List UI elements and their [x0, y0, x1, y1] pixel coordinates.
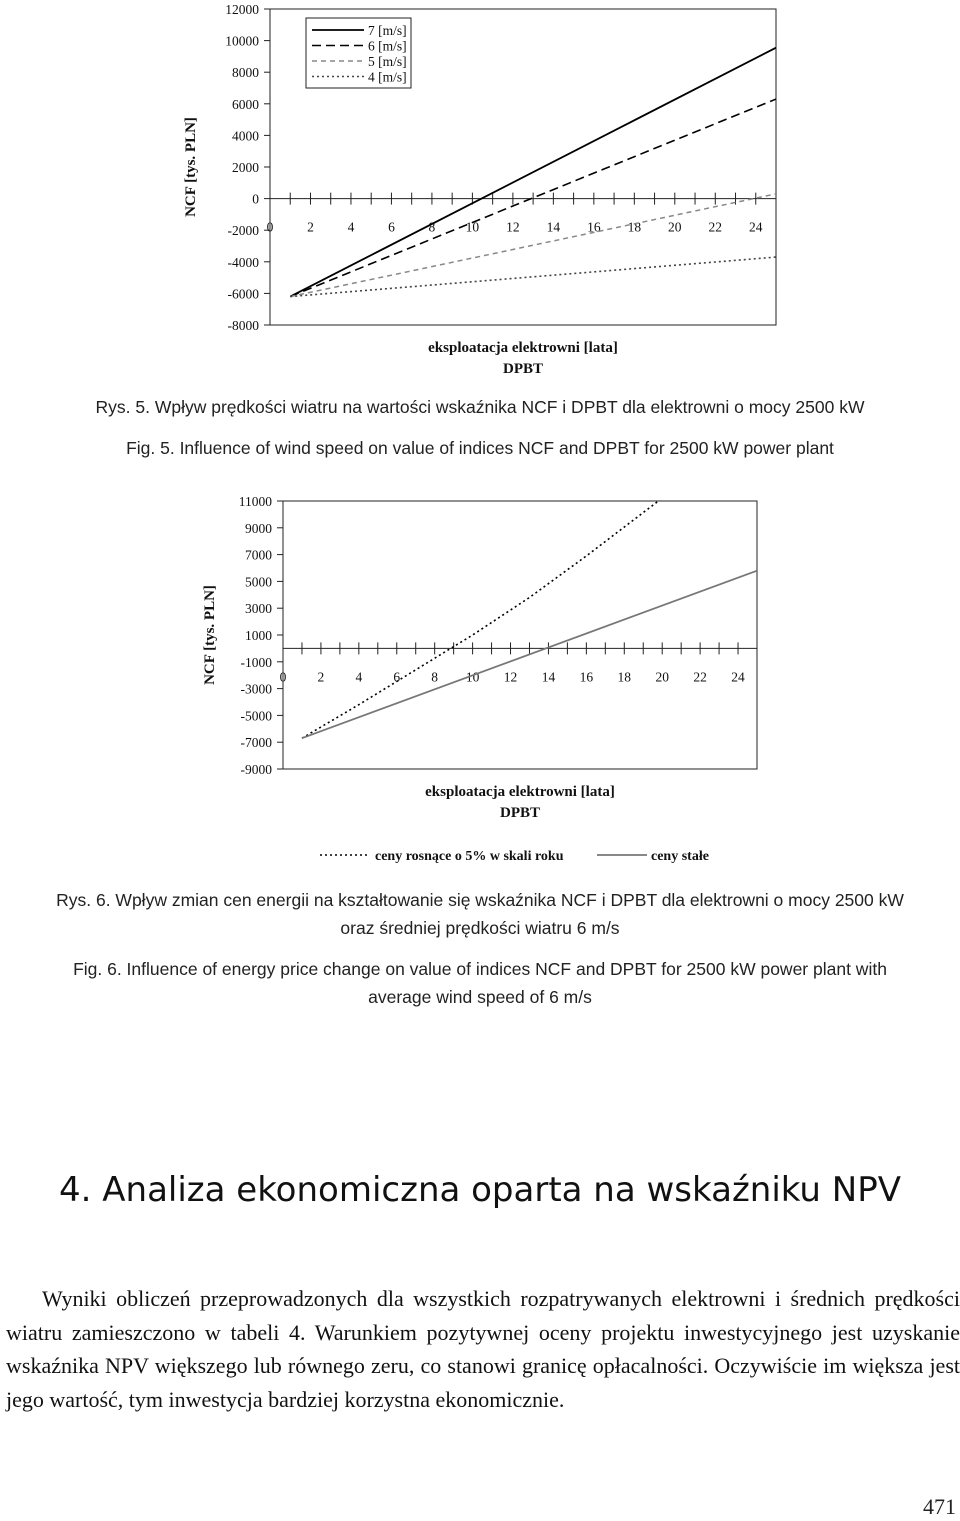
x-tick-label: 8	[428, 219, 436, 235]
y-tick-label: 12000	[225, 2, 259, 17]
legend-label: 6 [m/s]	[368, 38, 407, 54]
y-tick-label: -8000	[227, 318, 259, 333]
y-tick-label: 8000	[232, 65, 259, 81]
figure-5-svg	[0, 0, 960, 380]
y-tick-label: -7000	[240, 735, 272, 751]
x-tick-label: 14	[541, 669, 556, 685]
y-tick-label: 0	[252, 191, 259, 207]
x-tick-label: 24	[749, 219, 763, 235]
x-tick-label: 22	[693, 669, 707, 685]
x-axis-label: eksploatacja elektrowni [lata]	[425, 784, 615, 800]
y-tick-label: 2000	[232, 160, 259, 175]
figure-5-chart	[0, 0, 960, 380]
plot-frame	[283, 501, 757, 769]
x-tick-label: 4	[347, 219, 355, 235]
x-tick-label: 4	[355, 669, 363, 685]
x-tick-label: 0	[266, 219, 274, 235]
series-line-5-m-s-	[290, 194, 776, 297]
x-tick-label: 14	[546, 219, 561, 235]
y-tick-label: 3000	[245, 601, 272, 617]
x-axis-sublabel: DPBT	[502, 361, 544, 377]
y-tick-label: 1000	[245, 628, 272, 643]
y-tick-label: 5000	[245, 574, 272, 590]
x-tick-label: 24	[731, 669, 745, 685]
x-tick-label: 2	[317, 669, 325, 685]
x-tick-label: 6	[388, 219, 395, 235]
figure-6-svg	[0, 488, 960, 868]
figure-6-caption-en-line1: Fig. 6. Influence of energy price change on value of indices NCF and DPBT for 2500 kW power plant with	[73, 959, 887, 979]
y-tick-label: 4000	[232, 128, 259, 144]
y-tick-label: -9000	[240, 762, 272, 777]
legend-label: 7 [m/s]	[368, 23, 407, 38]
y-tick-label: -2000	[227, 223, 259, 239]
y-tick-label: 10000	[225, 33, 259, 49]
legend-label: 4 [m/s]	[368, 69, 407, 85]
x-tick-label: 16	[587, 219, 601, 235]
x-tick-label: 8	[431, 669, 439, 685]
y-tick-label: 9000	[245, 520, 272, 536]
y-tick-label: -1000	[240, 654, 272, 670]
y-tick-label: -5000	[240, 708, 272, 724]
x-tick-label: 6	[393, 669, 401, 685]
x-tick-label: 18	[627, 219, 642, 235]
y-tick-label: -4000	[227, 254, 259, 270]
figure-6-caption-pl-line1: Rys. 6. Wpływ zmian cen energii na kształtowanie się wskaźnika NCF i DPBT dla elektrowni o mocy 2500 kW	[56, 890, 904, 910]
y-tick-label: -6000	[227, 286, 259, 302]
y-tick-label: 7000	[245, 547, 272, 563]
y-tick-label: 11000	[238, 494, 272, 509]
section-title: 4. Analiza ekonomiczna oparta na wskaźniku NPV	[59, 1170, 901, 1210]
figure-6-caption-pl-line2: oraz średniej prędkości wiatru 6 m/s	[340, 918, 620, 938]
x-tick-label: 0	[279, 669, 287, 685]
figure-5-caption-pl: Rys. 5. Wpływ prędkości wiatru na wartości wskaźnika NCF i DPBT dla elektrowni o mocy 2500 kW	[95, 397, 865, 417]
x-axis-label: eksploatacja elektrowni [lata]	[428, 340, 618, 356]
legend-label: 5 [m/s]	[368, 54, 407, 69]
x-tick-label: 16	[579, 669, 594, 685]
x-tick-label: 20	[655, 669, 669, 685]
x-tick-label: 12	[506, 219, 520, 235]
x-tick-label: 20	[668, 219, 682, 235]
y-axis-label: NCF [tys. PLN]	[183, 117, 199, 217]
body-paragraph: Wyniki obliczeń przeprowadzonych dla wszystkich rozpatrywanych elektrowni i średnich prędkości wiatru zamieszczono w tabeli 4. Warunkiem pozytywnej oceny projektu inwestycyjnego jest uzyskanie wskaźnika NPV większego lub równego zeru, co stanowi granicę opłacalności. Oczywiście im większa jest jego wartość, tym inwestycja bardziej korzystna ekonomicznie.	[6, 1286, 960, 1412]
x-axis-sublabel: DPBT	[499, 805, 541, 821]
series-line-ceny-rosn-ce-o-5-w-skali-roku	[302, 501, 658, 738]
x-tick-label: 2	[307, 219, 314, 235]
x-tick-label: 22	[708, 219, 723, 235]
y-axis-label: NCF [tys. PLN]	[202, 585, 218, 685]
figure-6-chart	[0, 488, 960, 868]
series-line-ceny-sta-e	[302, 571, 757, 739]
page-number: 471	[923, 1494, 956, 1519]
y-tick-label: 6000	[232, 96, 259, 112]
legend-label: ceny stałe	[651, 849, 709, 864]
figure-6-caption-en-line2: average wind speed of 6 m/s	[368, 987, 592, 1007]
figure-5-caption-en: Fig. 5. Influence of wind speed on value of indices NCF and DPBT for 2500 kW power plant	[126, 438, 834, 458]
x-tick-label: 12	[503, 669, 518, 685]
legend-label: ceny rosnące o 5% w skali roku	[375, 849, 564, 864]
y-tick-label: -3000	[240, 681, 272, 697]
series-line-4-m-s-	[290, 257, 776, 297]
x-tick-label: 10	[465, 669, 480, 685]
x-tick-label: 10	[465, 219, 480, 235]
x-tick-label: 18	[617, 669, 632, 685]
